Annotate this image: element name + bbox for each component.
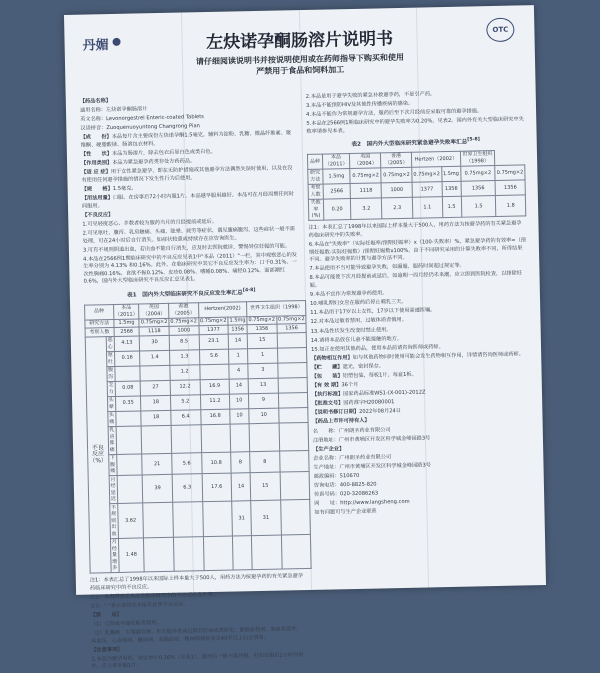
table-cell: 16.8 <box>200 409 230 425</box>
paragraph-text: 注1：本表汇总了1998年以来国际上样本量大于500人，用药方法为按避孕药的有关紧急避孕药临床研究中的失败率。 <box>308 220 522 239</box>
table-cell <box>277 332 307 348</box>
paragraph-text: 8.本品可能使下次月经提前或延后，如逾期一周月经仍未来潮，应立即到医院检查，以排除妊娠。 <box>309 270 523 289</box>
table-cell: 31 <box>232 501 252 536</box>
table-cell: 0.75mg×2 <box>248 316 276 324</box>
paragraph-text: 口服。在房事后72小时内服1片。本品越早服用越好。本品可在月经周期任何时间服用。 <box>81 191 295 210</box>
table-cell <box>279 450 309 472</box>
section-heading: 【药品上市许可持有人】 <box>312 418 370 426</box>
table-row-label: 失败率(%) <box>308 199 323 221</box>
table-cell: 0.75mg×2 <box>199 317 227 325</box>
paragraph-text: 7.本品使用不当可能导致避孕失败，如漏服、服药时间超过规定等。 <box>309 263 465 273</box>
table-cell <box>115 410 141 426</box>
table-cell: 6.4 <box>171 409 201 425</box>
table-cell <box>249 423 279 452</box>
table-header-cell: 香港（2005） <box>381 152 412 168</box>
section-heading: 【注意事项】 <box>91 646 123 654</box>
section-heading: 【规 格】 <box>81 185 113 193</box>
table-header-cell: 本品（2011） <box>322 153 350 169</box>
right-column <box>306 89 533 519</box>
section-heading: 【包 装】 <box>311 373 343 380</box>
table-cell: 16.9 <box>200 379 230 395</box>
table-cell: 10.8 <box>201 452 231 474</box>
table-cell: 1 <box>229 348 248 363</box>
table2-caption: 表2 国内外大型临床研究紧急避孕失败率汇总[5-8] <box>351 137 480 149</box>
table-cell <box>230 423 250 451</box>
table-cell: 1356 <box>277 323 307 332</box>
table-cell: 1.5mg <box>441 166 460 181</box>
table-cell: 9 <box>249 393 279 409</box>
table-row-label: 恶心 <box>107 337 113 350</box>
warning-line: 请仔细阅读说明书并按说明使用或在药师指导下购买和使用 <box>195 52 405 67</box>
table-cell: 15 <box>247 333 277 349</box>
paragraph-text: 邮政编码：510670 <box>313 472 360 480</box>
paragraph-text: 企业名称：广州朗圣药业有限公司 <box>313 454 392 462</box>
left-column <box>80 94 307 673</box>
table-row-label: 月经量增多 <box>111 539 118 572</box>
table-cell <box>173 536 203 571</box>
table-cell: 3 <box>248 363 278 379</box>
section-heading: 【性 状】 <box>80 151 113 158</box>
failure-rate-table <box>307 149 526 221</box>
table-cell: 8 <box>231 451 250 473</box>
table-cell <box>279 422 309 451</box>
table-cell: 18 <box>141 410 171 426</box>
paragraph-text: 1.5毫克。 <box>112 185 137 192</box>
table-row-label: 头痛 <box>108 412 115 425</box>
table-row <box>308 195 525 221</box>
section-heading: 【适 应 症】 <box>81 169 111 176</box>
table-row-label: 腹泻 <box>108 367 114 380</box>
section-heading: 【药品名称】 <box>79 98 111 105</box>
table-cell: 1.8 <box>496 195 526 217</box>
paragraph-text: 36个月 <box>341 382 359 389</box>
section-heading: 【说明书修订日期】 <box>312 409 360 417</box>
table-cell: 0.75mg×2 <box>412 167 442 183</box>
paragraph-text: 英文名称：Levonorgestrel Enteric-coated Tablets <box>80 114 205 123</box>
table-cell: 5.6 <box>172 452 202 474</box>
adverse-reaction-table <box>84 299 312 573</box>
table-cell: 0.08 <box>115 380 141 396</box>
table-cell: 5.2 <box>170 394 200 410</box>
paragraph-text: 3.本品不能预防HIV及其他性传播疾病的感染。 <box>305 100 414 110</box>
table-cell: 6.3 <box>172 474 202 503</box>
table-header-cell: 本品（2011） <box>114 304 138 318</box>
paragraph-text: 咨询电话：400-8825-820 <box>313 481 377 489</box>
paragraph-text: 5.本品在2566例1期临床研究中的避孕失败率为0.20%，见表2。国内外有关大型临床研究中失败率请参见本表。 <box>306 116 524 135</box>
section-heading: 【成 份】 <box>80 134 112 142</box>
paragraph-text: 本品每片含主要成份左炔诺孕酮1.5毫克。辅料为淀粉、乳糖、微晶纤维素、聚维酮、硬脂酸镁、肠溶包衣材料。 <box>80 130 292 149</box>
table-row-label: 下腹痛 <box>109 455 116 475</box>
table-cell: 23.1 <box>199 334 229 350</box>
table-cell: 1356 <box>461 180 496 196</box>
paragraph-text: 本品为紧急避孕药类非处方药药品。 <box>112 158 196 167</box>
section-heading: 【禁 忌】 <box>90 611 122 619</box>
table-cell: 15 <box>250 472 280 501</box>
right-after-table <box>308 221 532 518</box>
section-heading: 【批准文号】 <box>312 400 344 408</box>
table-cell <box>201 424 231 453</box>
table-cell <box>278 407 308 423</box>
table-row <box>89 499 311 538</box>
table-cell: 8.5 <box>169 334 199 350</box>
table-cell <box>143 502 173 537</box>
paragraph-text: 10.哺乳期妇女应在服药后停止哺乳三天。 <box>310 299 407 308</box>
table-header-cell: 香港（2005） <box>169 302 199 318</box>
paragraph-text: 注册地址：广州市黄埔区开发区科学城金峰园路3号 <box>312 435 431 444</box>
section-heading: 【执行标准】 <box>311 391 344 399</box>
paragraph-text: 12.对本品过敏者禁用，过敏体质者慎用。 <box>310 317 407 326</box>
table-cell <box>277 347 307 363</box>
table-cell: 14 <box>231 473 251 501</box>
right-paragraphs <box>306 89 525 136</box>
text-paragraph <box>83 252 299 287</box>
table-cell <box>173 502 203 537</box>
table-cell <box>171 424 201 453</box>
table-row-label: 不规则出血 <box>110 504 117 537</box>
table-cell: 1.2 <box>170 364 200 380</box>
table-cell: 2566 <box>114 327 140 336</box>
table-cell <box>278 377 308 393</box>
table-cell: 13 <box>248 378 278 394</box>
paragraph-text: 1.本品为避孕用药，规定单片0.16%（见表1），服用后一般不需补服，但如在服后2小时内呕吐，应立即补服1片。 <box>91 651 304 671</box>
table-row-label: 月经延迟 <box>110 476 116 503</box>
section-heading: 【贮 藏】 <box>311 364 343 371</box>
document-title: 左炔诺孕酮肠溶片说明书 <box>205 29 394 54</box>
paragraph-text: 如与其他药物同时使用可能会发生药物相互作用，详情请咨询医师或药师。 <box>352 351 524 361</box>
table-cell: 1.4 <box>140 350 170 366</box>
table-cell: 1 <box>248 348 278 364</box>
table-row <box>89 534 311 573</box>
table-cell: 1.1 <box>412 197 442 219</box>
table-cell <box>142 425 172 454</box>
table-cell: 2566 <box>323 183 351 199</box>
text-paragraph <box>306 117 524 137</box>
table-cell <box>203 536 233 571</box>
table-cell: 5.6 <box>199 349 229 365</box>
table-cell: 1000 <box>381 182 412 198</box>
table-cell <box>117 475 143 504</box>
table-cell <box>140 365 170 381</box>
table-cell <box>281 534 311 569</box>
table-cell: 0.75mg×2 <box>140 318 168 326</box>
table-cell: 0.16 <box>114 350 140 366</box>
table-cell: 1.3 <box>169 349 199 365</box>
paragraph-text: 6.本品在"失败率"（实际妊娠率/预期妊娠率）x（100-失败率）%，紧急避孕药的有效率=（预期妊娠数-实际妊娠数）/预期妊娠数x100%。由于不同研究采用的计算失败率不同，所得结果不同。避孕失败率的计算与避孕方法不同。 <box>308 237 527 264</box>
paragraph-text: （2）乳腺癌、生殖器官癌、肝功能异常或近期有肝病或黄疸史、静脉血栓病、脑血管意外、高血压、心血管病、糖尿病、高脂血症、精神抑郁症者及40岁以上妇女禁用。 <box>90 626 302 645</box>
table-cell <box>280 471 310 500</box>
table-cell: 0.75mg×2 <box>170 318 198 325</box>
table-header-cell: 英国（2004） <box>350 153 381 169</box>
table-cell <box>199 364 229 380</box>
table-header-cell: 品种 <box>307 154 322 169</box>
paragraph-text: 汉语拼音：Zuoquenuoyuntong Changrong Pian <box>80 123 200 132</box>
table-row-label: 考察人数 <box>85 328 114 337</box>
table-cell: 1356 <box>247 324 277 333</box>
paragraph-text: 2022年08月24日 <box>359 408 402 416</box>
table-header-cell: 世界卫生组织（1998） <box>247 300 306 316</box>
paragraph-text: 铝塑包装，每板1片，每盒1板。 <box>342 371 417 380</box>
paragraph-text: 4.本品不能作为常规避孕方法，服药后至下次月经前应采取可靠的避孕措施。 <box>306 108 483 119</box>
table-cell: 14 <box>229 378 248 393</box>
table-header-cell: Hertzen(2002) <box>198 301 247 317</box>
table-cell: 1.5 <box>461 195 496 217</box>
table-row-label: 头晕 <box>108 397 114 410</box>
table-cell: 1.5mg <box>229 317 246 324</box>
table-cell: 1356 <box>495 180 525 196</box>
table1-caption: 表1 国内外大型临床研究不良反应发生率汇总[4-8] <box>127 288 256 299</box>
table-cell: 10 <box>249 408 279 424</box>
table-cell: 2.3 <box>382 197 413 219</box>
table-row-label: 呕吐 <box>107 352 114 365</box>
text-paragraph <box>309 237 527 264</box>
table-cell <box>252 535 282 570</box>
table-cell <box>280 499 310 534</box>
warning-line: 严禁用于食品和饲料加工 <box>256 65 345 76</box>
table-cell: 1377 <box>199 325 229 334</box>
table-cell: 1356 <box>228 325 247 334</box>
paragraph-text: 13.本品性状发生改变时禁止使用。 <box>310 326 392 335</box>
section-heading: 【作用类别】 <box>81 160 113 167</box>
paragraph-text: 本品为肠溶片，除去包衣后显白色或类白色。 <box>111 148 216 158</box>
table-cell: 14 <box>228 333 247 348</box>
table-cell: 1.5mg <box>114 318 140 327</box>
table-cell: 30 <box>140 335 170 351</box>
otc-badge: OTC <box>486 18 514 43</box>
paragraph-text: 15.如正在使用其他药品，使用本品前请咨询医师或药师。 <box>310 343 444 353</box>
paragraph-text: 注1：本表汇总了1998年以来国际上样本量大于500人，用药方法为按避孕药的有关紧急避孕药临床研究中的不良反应。 <box>89 573 304 592</box>
table-cell: 0.75mg×2 <box>278 316 305 323</box>
table-cell: 1118 <box>139 326 169 335</box>
paragraph-text: 2.本品是用于避孕失败的紧急补救避孕药，不是引产药。 <box>305 91 436 100</box>
table-cell: 0.75mg×2 <box>381 167 412 183</box>
table-cell <box>202 501 232 536</box>
paragraph-text: 生产地址：广州市黄埔区开发区科学城金峰园路3号 <box>313 462 431 471</box>
table-header-cell: 英国（2004） <box>139 303 169 319</box>
table-cell <box>233 535 253 570</box>
paragraph-text: 注3："-"表示该研究未报告此项不良反应。 <box>90 601 189 610</box>
table-cell: 4 <box>229 363 248 378</box>
table-cell: 0.75mg×2 <box>350 168 381 184</box>
paragraph-text: 网 址：http://www.langsheng.com <box>314 499 410 508</box>
table-row-label: 研究方法 <box>85 319 114 328</box>
table-cell <box>115 365 141 381</box>
paragraph-text: 4.本品在2566例1期临床研究中的不良反应见表1中"本品（2011）"一栏。其中观察恶心的发生率分别为 4.13% 和0.16%。此外，在临床研究中其它不良反应发生率为：口干0.31%、一次性胸痛0.16%、食欲不振0.12%、皮疹0.08%、嗜睡0.08%、痛经0.12%、面部潮红0.6%，国内外大型临床研究不良反应汇总见表1。 <box>83 251 298 286</box>
paragraph-text: 如有问题可与生产企业联系 <box>314 508 377 517</box>
table-cell: 21 <box>142 453 172 475</box>
section-heading: 【生产企业】 <box>313 445 345 453</box>
table-cell <box>144 537 174 572</box>
table-cell <box>277 362 307 378</box>
paragraph-text: 传真号码：020-32086263 <box>314 490 379 499</box>
table-cell: 3.2 <box>351 198 382 220</box>
paragraph-text: 遮光，密封保存。 <box>342 363 385 371</box>
table-cell: 17.6 <box>202 473 232 502</box>
section-heading: 【用法用量】 <box>81 195 114 202</box>
table-cell: 4.13 <box>114 335 140 351</box>
table-cell <box>278 392 308 408</box>
table-cell <box>116 425 142 454</box>
table-cell: 10 <box>230 408 249 423</box>
table-cell: 1356 <box>442 181 461 196</box>
text-paragraph <box>91 652 306 672</box>
paragraph-text: 3.可有不规则阴道出血，若出血不能自行消失，应及时去医院就诊，警惕异位妊娠的可能。 <box>82 242 291 254</box>
table-cell: 39 <box>143 474 173 503</box>
leaflet-page <box>64 5 546 671</box>
table-cell: 1.5 <box>442 196 461 218</box>
section-heading: 【有 效 期】 <box>311 382 342 389</box>
paragraph-text: 国家药品标准WS1-(X-001)-2012Z <box>343 389 426 398</box>
table-header-cell: Hertzen（2002） <box>411 151 460 167</box>
table-cell: 31 <box>251 500 281 535</box>
table-side-label: 不良反应（%） <box>85 336 111 573</box>
paragraph-text: 1.可见轻度恶心、多数者较为服药当月的月经提前或延后。 <box>82 218 218 228</box>
table-cell: 1118 <box>350 183 381 199</box>
table-cell: 18 <box>141 395 171 411</box>
section-heading: 【不良反应】 <box>82 211 114 219</box>
table-cell: 8 <box>250 451 280 473</box>
paragraph-text: （1）已知或可疑妊娠者禁用。 <box>90 620 162 628</box>
table-cell: 3.62 <box>117 503 143 538</box>
table-cell: 1000 <box>169 326 199 335</box>
table-cell: 0.75mg×2 <box>495 165 525 181</box>
paragraph-text: 2.可见呕吐、腹泻、乳房触痛、头痛、眩晕、疲劳等症状，偶见腹痛腹泻，这些症状一般不需处理，可在24小时后自行消失。如症状较重或持续存在应咨询医生。 <box>82 226 296 245</box>
table-cell: 0.35 <box>115 395 141 411</box>
table-cell: 0.20 <box>323 198 351 220</box>
left-after-table <box>90 573 307 672</box>
table-cell <box>116 453 142 475</box>
paragraph-text: 用于女性紧急避孕，即在无防护措施或其他避孕方法偶然失误时使用，以及在没有使用任何避孕措施的情况下发生性行为后使用。 <box>81 165 293 184</box>
table-cell: 12.2 <box>170 379 200 395</box>
table-cell: 11.2 <box>200 394 230 410</box>
paragraph-text: 11.本品用于17岁以上女性，17岁以下使用需遵医嘱。 <box>310 307 436 317</box>
table-cell: 27 <box>141 380 171 396</box>
table-cell: 10 <box>230 393 249 408</box>
table-cell: 1.48 <box>118 537 144 572</box>
table-header-cell: 世界卫生组织（1998） <box>460 150 495 166</box>
paragraph-text: 9.本品不宜作为常规避孕药使用。 <box>309 290 388 299</box>
left-paragraphs <box>80 94 299 287</box>
table-cell: 1.5mg <box>322 168 350 184</box>
section-heading: 【药物相互作用】 <box>311 354 353 362</box>
paragraph-text: 注2：本表所表示本品在临床研究中的不良反应发生率。 <box>90 591 219 601</box>
table-cell: 0.75mg×2 <box>460 165 495 181</box>
paragraph-text: 国药准字H20080001 <box>343 399 395 407</box>
paragraph-text: 14.请将本品放在儿童不能接触的地方。 <box>310 335 403 344</box>
table-cell: 1377 <box>412 182 442 198</box>
table-row-label: 乏力 <box>108 382 114 395</box>
paragraph-text: 通用名称：左炔诺孕酮肠溶片 <box>79 106 148 114</box>
table-row-label: 考察人数 <box>308 184 323 199</box>
table-row-label: 研究方法 <box>308 169 323 184</box>
brand-logo: 丹媚 <box>82 38 109 54</box>
table-header-cell: 品种 <box>85 304 114 320</box>
paragraph-text: 名 称：广州朗圣药业有限公司 <box>312 426 391 435</box>
table-row-label: 乳房胀痛 <box>109 427 115 453</box>
